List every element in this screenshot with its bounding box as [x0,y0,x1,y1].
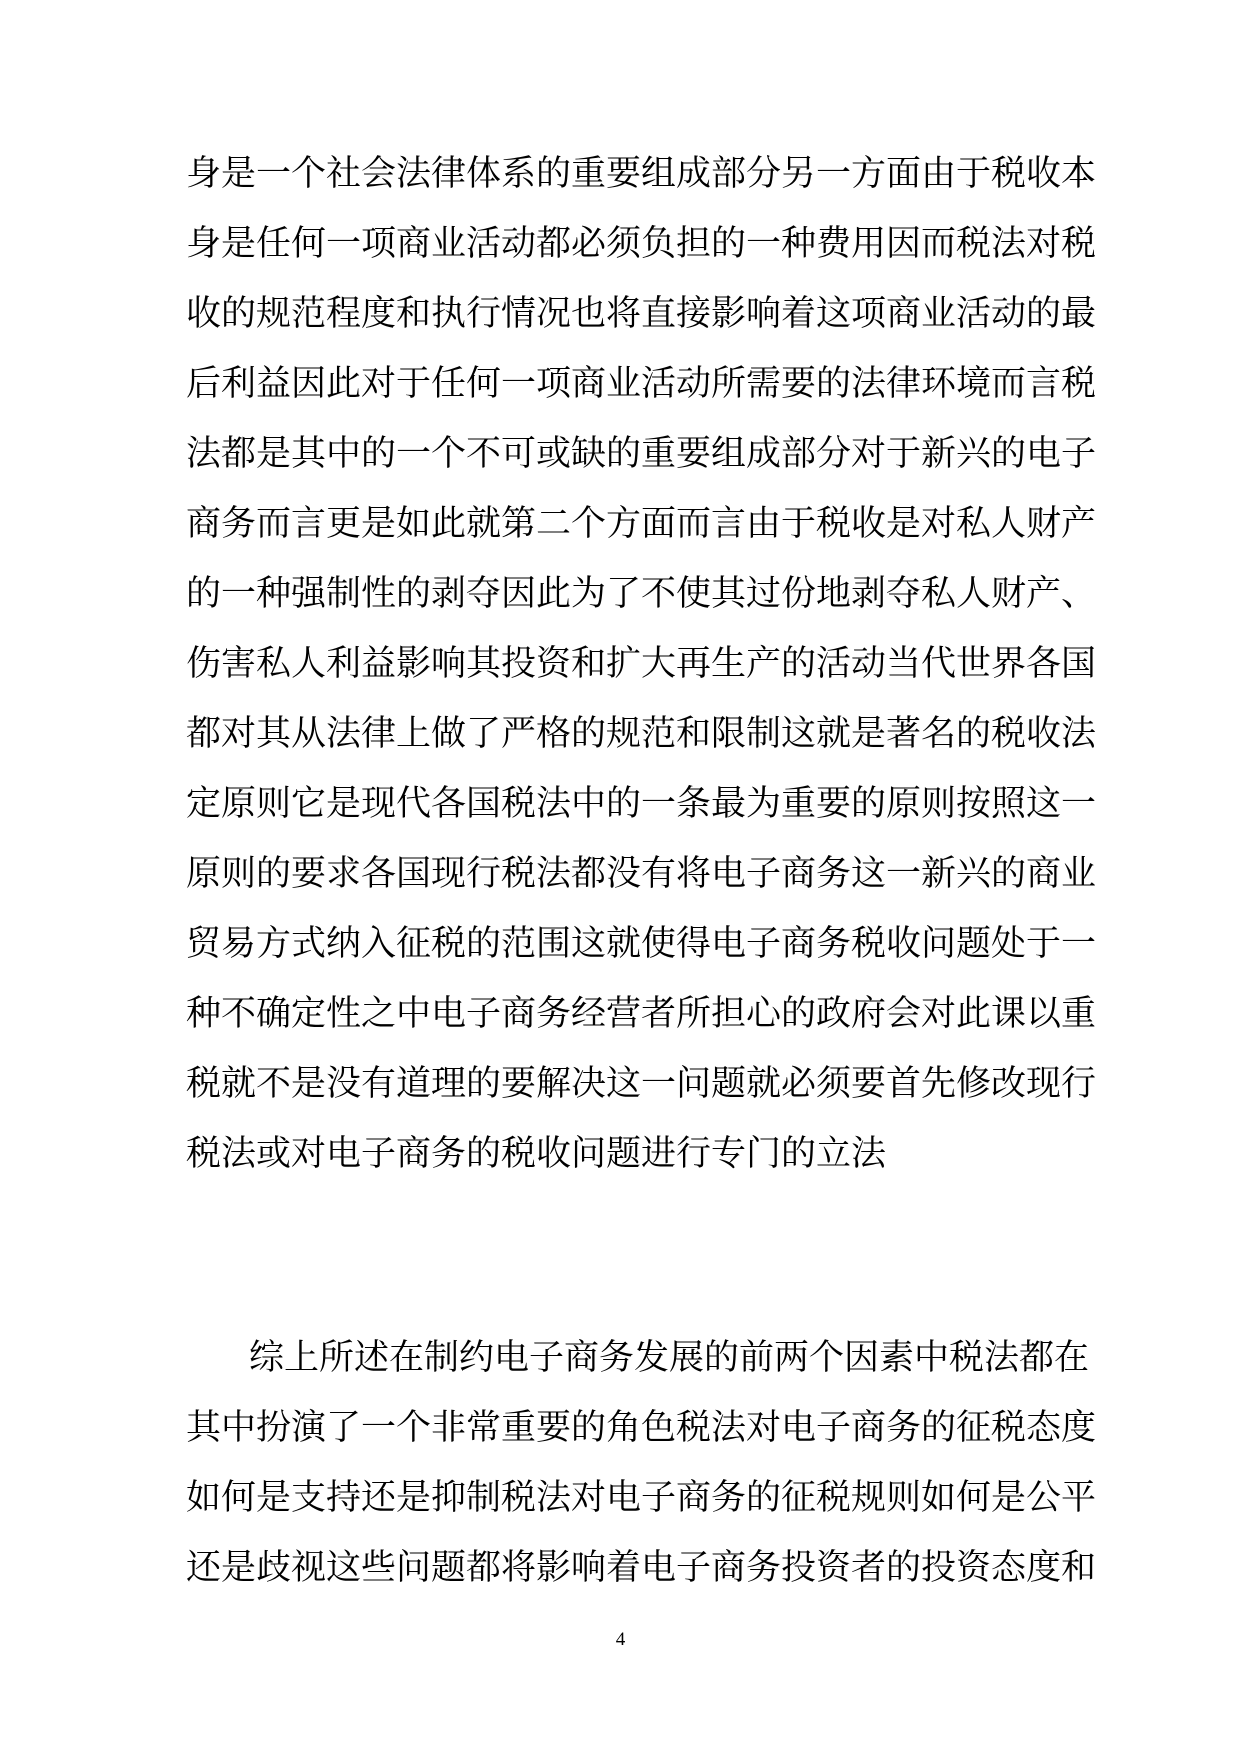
text-line: 种不确定性之中电子商务经营者所担心的政府会对此课以重 [186,994,1097,1034]
text-line: 身是一个社会法律体系的重要组成部分另一方面由于税收本 [186,154,1097,194]
text-line: 如何是支持还是抑制税法对电子商务的征税规则如何是公平 [186,1478,1097,1518]
text-line: 定原则它是现代各国税法中的一条最为重要的原则按照这一 [186,784,1097,824]
text-line: 其中扮演了一个非常重要的角色税法对电子商务的征税态度 [186,1408,1097,1448]
page-number: 4 [615,1629,626,1650]
text-line: 都对其从法律上做了严格的规范和限制这就是著名的税收法 [186,714,1097,754]
text-line: 身是任何一项商业活动都必须负担的一种费用因而税法对税 [186,224,1097,264]
text-line: 还是歧视这些问题都将影响着电子商务投资者的投资态度和 [186,1548,1097,1588]
text-line: 后利益因此对于任何一项商业活动所需要的法律环境而言税 [186,364,1097,404]
text-line: 的一种强制性的剥夺因此为了不使其过份地剥夺私人财产、 [186,574,1097,614]
text-line: 收的规范程度和执行情况也将直接影响着这项商业活动的最 [186,294,1097,334]
text-line: 综上所述在制约电子商务发展的前两个因素中税法都在 [249,1338,1090,1378]
text-line: 税法或对电子商务的税收问题进行专门的立法 [186,1134,887,1174]
text-line: 商务而言更是如此就第二个方面而言由于税收是对私人财产 [186,504,1097,544]
text-line: 税就不是没有道理的要解决这一问题就必须要首先修改现行 [186,1064,1097,1104]
text-line: 原则的要求各国现行税法都没有将电子商务这一新兴的商业 [186,854,1097,894]
text-line: 伤害私人利益影响其投资和扩大再生产的活动当代世界各国 [186,644,1097,684]
text-line: 贸易方式纳入征税的范围这就使得电子商务税收问题处于一 [186,924,1097,964]
text-line: 法都是其中的一个不可或缺的重要组成部分对于新兴的电子 [186,434,1097,474]
